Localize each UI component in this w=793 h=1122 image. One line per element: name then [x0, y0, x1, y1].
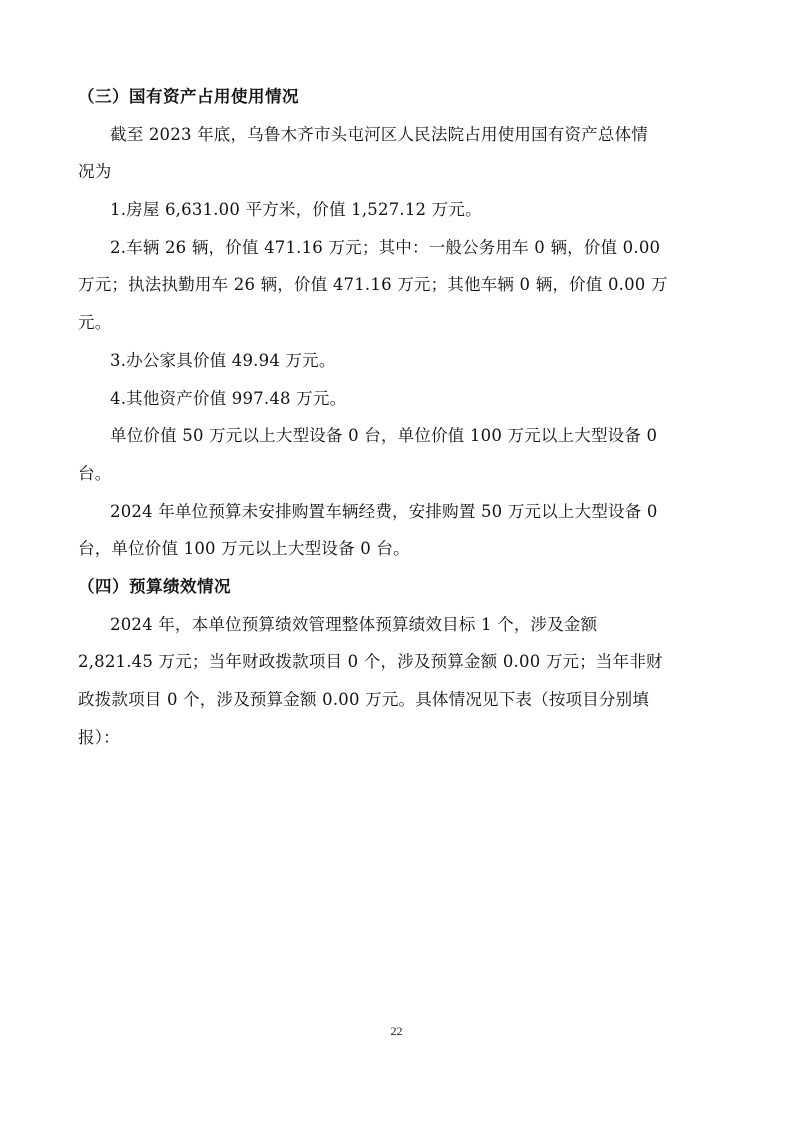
section-4-body-line-2: 2,821.45 万元；当年财政拨款项目 0 个，涉及预算金额 0.00 万元；当年非财 — [78, 652, 663, 671]
section-3-intro-line-2: 况为 — [78, 162, 112, 181]
equipment-line-1: 单位价值 50 万元以上大型设备 0 台，单位价值 100 万元以上大型设备 0 — [110, 426, 658, 445]
asset-item-vehicles-line-2: 万元；执法执勤用车 26 辆，价值 471.16 万元；其他车辆 0 辆，价值 0.00 万 — [78, 275, 668, 294]
budget-2024-line-2: 台，单位价值 100 万元以上大型设备 0 台。 — [78, 539, 410, 558]
budget-2024-line-1: 2024 年单位预算未安排购置车辆经费，安排购置 50 万元以上大型设备 0 — [110, 502, 658, 521]
section-4-body-line-3: 政拨款项目 0 个，涉及预算金额 0.00 万元。具体情况见下表（按项目分别填 — [78, 690, 650, 709]
section-4-body-line-4: 报）： — [78, 728, 120, 747]
asset-item-furniture: 3.办公家具价值 49.94 万元。 — [110, 351, 336, 370]
asset-item-vehicles-line-3: 元。 — [78, 313, 112, 332]
asset-item-other: 4.其他资产价值 997.48 万元。 — [110, 389, 347, 408]
section-3-intro-line-1: 截至 2023 年底，乌鲁木齐市头屯河区人民法院占用使用国有资产总体情 — [110, 125, 648, 144]
asset-item-vehicles-line-1: 2.车辆 26 辆，价值 471.16 万元；其中：一般公务用车 0 辆，价值 0.00 — [110, 238, 661, 257]
section-3-heading: （三）国有资产占用使用情况 — [78, 87, 299, 106]
asset-item-housing: 1.房屋 6,631.00 平方米，价值 1,527.12 万元。 — [110, 200, 482, 219]
section-4-body-line-1: 2024 年，本单位预算绩效管理整体预算绩效目标 1 个，涉及金额 — [110, 615, 598, 634]
equipment-line-2: 台。 — [78, 464, 112, 483]
section-4-heading: （四）预算绩效情况 — [78, 577, 231, 596]
page-number: 22 — [390, 1024, 403, 1038]
